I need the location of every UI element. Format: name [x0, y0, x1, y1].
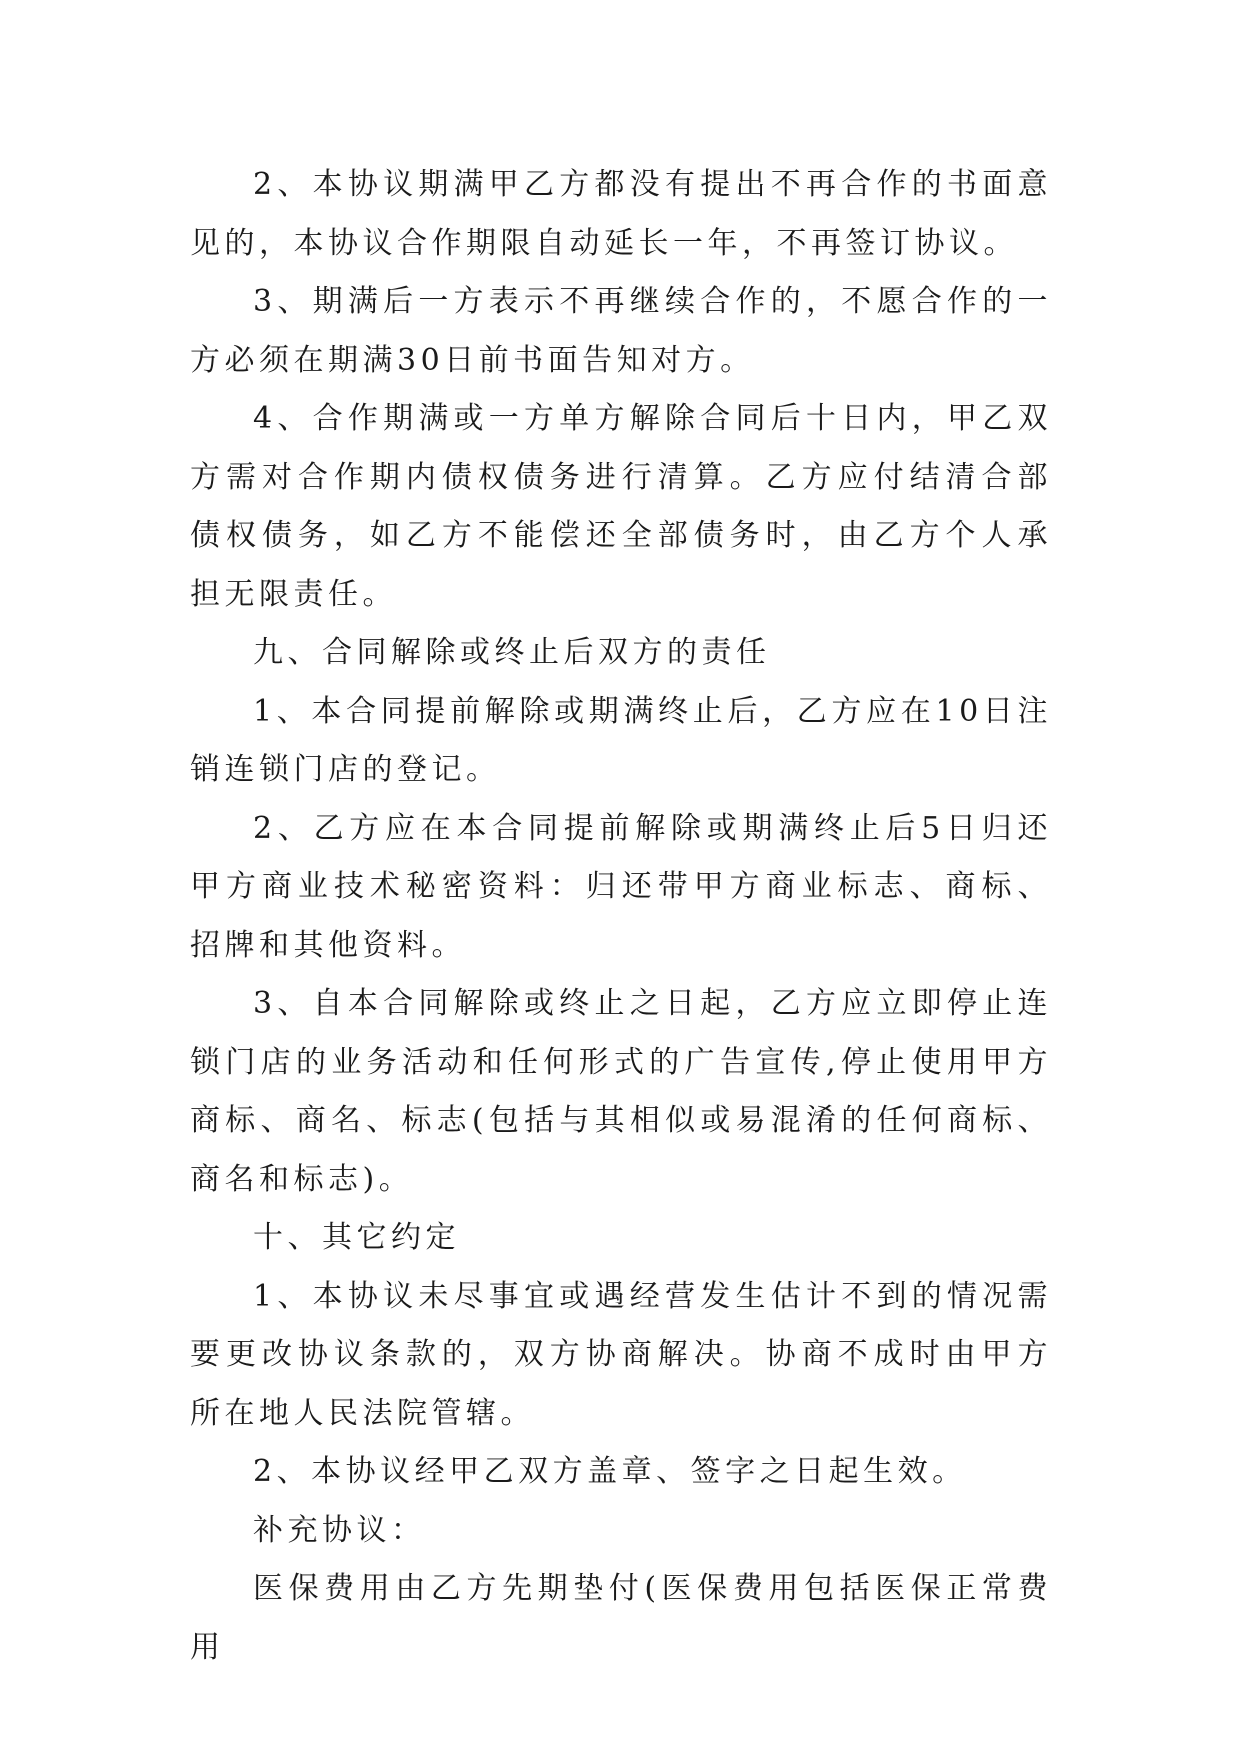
- section-heading-termination-duties: 九、合同解除或终止后双方的责任: [253, 635, 771, 670]
- paragraph-expiry-notice: 3、期满后一方表示不再继续合作的，不愿合作的一方必须在期满30日前书面告知对方。: [190, 284, 1052, 378]
- paragraph-medical-insurance: 医保费用由乙方先期垫付(医保费用包括医保正常费用: [190, 1571, 1052, 1665]
- paragraph-dispute-resolution: 1、本协议未尽事宜或遇经营发生估计不到的情况需要更改协议条款的，双方协商解决。协商不成时由甲方所在地人民法院管辖。: [190, 1278, 1052, 1431]
- paragraph-deregistration: 1、本合同提前解除或期满终止后，乙方应在10日注销连锁门店的登记。: [190, 693, 1052, 787]
- paragraph-return-materials: 2、乙方应在本合同提前解除或期满终止后5日归还甲方商业技术秘密资料：归还带甲方商业标志、商标、招牌和其他资料。: [190, 810, 1052, 963]
- document-body: [190, 156, 1052, 1677]
- supplementary-agreement-heading: 补充协议：: [253, 1512, 426, 1548]
- paragraph-debt-settlement: 4、合作期满或一方单方解除合同后十日内，甲乙双方需对合作期内债权债务进行清算。乙方应付结清合部债权债务，如乙方不能偿还全部债务时，由乙方个人承担无限责任。: [190, 401, 1052, 612]
- paragraph-cease-operations: 3、自本合同解除或终止之日起，乙方应立即停止连锁门店的业务活动和任何形式的广告宣传,停止使用甲方商标、商名、标志(包括与其相似或易混淆的任何商标、商名和标志)。: [190, 986, 1052, 1197]
- paragraph-effective-date: 2、本协议经甲乙双方盖章、签字之日起生效。: [253, 1454, 967, 1489]
- paragraph-expiry-extension: 2、本协议期满甲乙方都没有提出不再合作的书面意见的，本协议合作期限自动延长一年，不再签订协议。: [190, 167, 1052, 261]
- section-heading-other-terms: 十、其它约定: [253, 1220, 460, 1255]
